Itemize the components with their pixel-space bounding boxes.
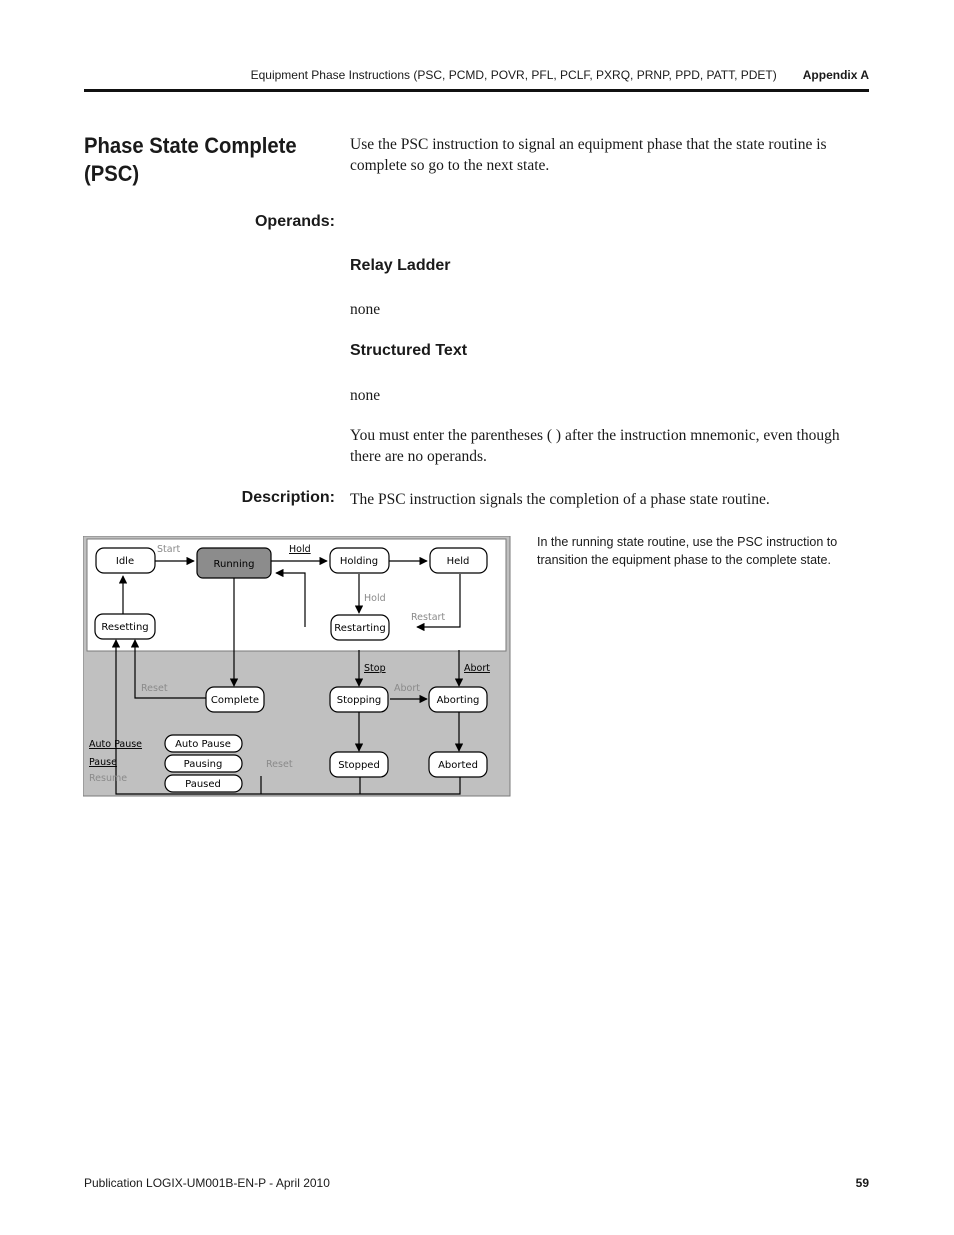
- structured-text-text: none: [350, 387, 381, 404]
- diagram-caption: In the running state routine, use the PSC instruction to transition the equipment phase to the complete state.: [537, 535, 838, 567]
- state-holding-label: Holding: [339, 556, 379, 567]
- state-paused-label: Paused: [185, 779, 221, 790]
- cmd-restart-label: Restart: [411, 612, 446, 623]
- cmd-abort-label: Abort: [394, 683, 420, 694]
- structured-text-heading: Structured Text: [350, 342, 468, 359]
- state-complete-label: Complete: [210, 695, 260, 706]
- cmd-hold-top-label: Hold: [289, 544, 311, 555]
- page-title: Phase State Complete (PSC): [84, 133, 297, 186]
- cmd-reset-left-label: Reset: [141, 683, 168, 694]
- header-rule: [84, 89, 869, 92]
- state-stopped-label: Stopped: [338, 760, 380, 771]
- state-stopping-label: Stopping: [336, 695, 382, 706]
- operands-label: Operands:: [254, 213, 335, 230]
- footer-publication: Publication LOGIX-UM001B-EN-P - April 2010: [84, 1176, 330, 1190]
- description-text: The PSC instruction signals the completion of a phase state routine.: [350, 491, 770, 508]
- running-header: [84, 66, 869, 84]
- state-idle-label: Idle: [115, 556, 135, 567]
- relay-ladder-text: none: [350, 301, 381, 318]
- phase-state-diagram: [83, 536, 511, 797]
- cmd-start-label: Start: [157, 544, 181, 555]
- state-held-label: Held: [446, 556, 470, 567]
- header-appendix: Appendix A: [802, 68, 869, 82]
- state-aborted-label: Aborted: [438, 760, 478, 771]
- state-running-label: Running: [213, 559, 255, 570]
- cmd-auto-pause-label: Auto Pause: [89, 739, 143, 750]
- state-pausing-label: Pausing: [183, 759, 223, 770]
- relay-ladder-heading: Relay Ladder: [350, 257, 451, 274]
- cmd-pause-label: Pause: [89, 757, 117, 768]
- description-label: Description:: [241, 489, 335, 506]
- cmd-hold-label: Hold: [364, 593, 386, 604]
- state-auto-pause-label: Auto Pause: [175, 739, 231, 750]
- state-resetting-label: Resetting: [101, 622, 149, 633]
- operands-note: You must enter the parentheses ( ) after the instruction mnemonic, even though there are no operands.: [350, 427, 840, 465]
- state-aborting-label: Aborting: [436, 695, 480, 706]
- footer-page-number: 59: [855, 1176, 869, 1190]
- cmd-stop-label: Stop: [364, 663, 386, 674]
- cmd-reset-bottom-label: Reset: [266, 759, 293, 770]
- header-section-title: Equipment Phase Instructions (PSC, PCMD, POVR, PFL, PCLF, PXRQ, PRNP, PPD, PATT, PDET): [250, 68, 777, 82]
- state-restarting-label: Restarting: [334, 623, 386, 634]
- cmd-resume-label: Resume: [89, 773, 128, 784]
- intro-paragraph: Use the PSC instruction to signal an equipment phase that the state routine is complete so go to the next state.: [350, 136, 827, 174]
- cmd-abort-top-label: Abort: [464, 663, 490, 674]
